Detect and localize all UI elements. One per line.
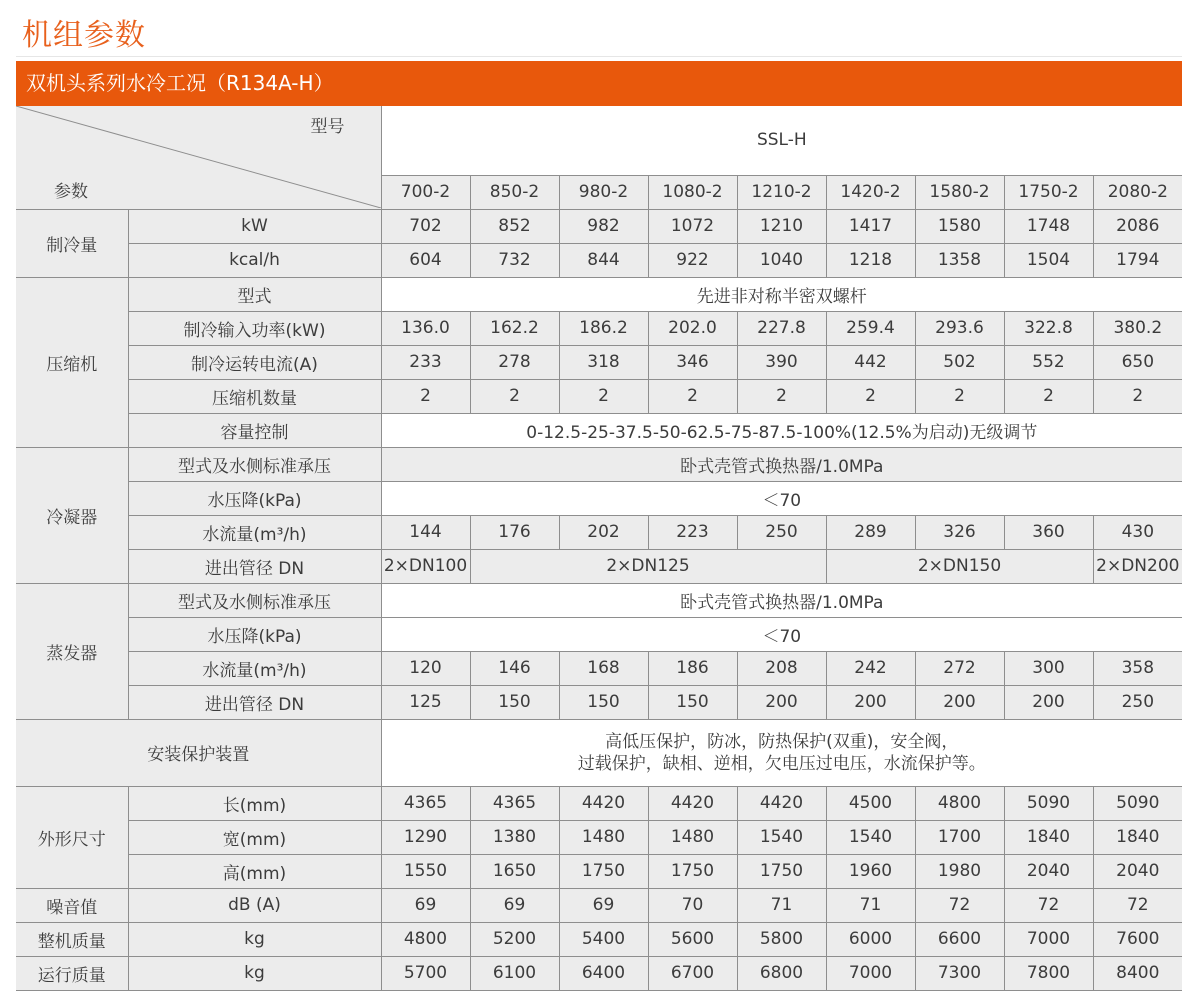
section-compressor: 压缩机 — [16, 277, 128, 447]
section-weight: 整机质量 — [16, 922, 128, 956]
condenser-type-value: 卧式壳管式换热器/1.0MPa — [381, 447, 1182, 481]
height-cell: 1750 — [559, 854, 648, 888]
height-cell: 1550 — [381, 854, 470, 888]
cooling-kcal-cell: 604 — [381, 243, 470, 277]
cooling-kcal-cell: 732 — [470, 243, 559, 277]
power-cell: 162.2 — [470, 311, 559, 345]
width-cell: 1540 — [737, 820, 826, 854]
length-cell: 5090 — [1093, 786, 1182, 820]
section-evaporator: 蒸发器 — [16, 583, 128, 719]
weight-cell: 6600 — [915, 922, 1004, 956]
evaporator-pipe-cell: 200 — [915, 685, 1004, 719]
height-cell: 1650 — [470, 854, 559, 888]
width-cell: 1380 — [470, 820, 559, 854]
noise-cell: 72 — [1004, 888, 1093, 922]
evaporator-flow-cell: 120 — [381, 651, 470, 685]
model-cell: 700-2 — [381, 175, 470, 209]
condenser-flow-cell: 144 — [381, 515, 470, 549]
section-dimensions: 外形尺寸 — [16, 786, 128, 888]
title-divider — [16, 56, 1182, 57]
cooling-kw-cell: 1580 — [915, 209, 1004, 243]
corner-label-model: 型号 — [310, 117, 345, 137]
length-cell: 4420 — [559, 786, 648, 820]
power-cell: 293.6 — [915, 311, 1004, 345]
operating-weight-cell: 5700 — [381, 956, 470, 990]
current-cell: 650 — [1093, 345, 1182, 379]
row-label-evaporator-drop: 水压降(kPa) — [128, 617, 381, 651]
length-cell: 4365 — [381, 786, 470, 820]
current-cell: 278 — [470, 345, 559, 379]
noise-cell: 71 — [737, 888, 826, 922]
cooling-kw-cell: 2086 — [1093, 209, 1182, 243]
height-cell: 1750 — [648, 854, 737, 888]
model-cell: 1080-2 — [648, 175, 737, 209]
row-label-condenser-flow: 水流量(m³/h) — [128, 515, 381, 549]
evaporator-flow-cell: 146 — [470, 651, 559, 685]
power-cell: 259.4 — [826, 311, 915, 345]
operating-weight-cell: 7000 — [826, 956, 915, 990]
condenser-flow-cell: 360 — [1004, 515, 1093, 549]
row-label-current: 制冷运转电流(A) — [128, 345, 381, 379]
width-cell: 1840 — [1004, 820, 1093, 854]
row-label-condenser-drop: 水压降(kPa) — [128, 481, 381, 515]
height-cell: 1980 — [915, 854, 1004, 888]
compressor-count-cell: 2 — [826, 379, 915, 413]
height-cell: 1750 — [737, 854, 826, 888]
width-cell: 1700 — [915, 820, 1004, 854]
operating-weight-cell: 6400 — [559, 956, 648, 990]
cooling-kcal-cell: 922 — [648, 243, 737, 277]
cooling-kcal-cell: 1794 — [1093, 243, 1182, 277]
height-cell: 1960 — [826, 854, 915, 888]
condenser-flow-cell: 430 — [1093, 515, 1182, 549]
evaporator-type-value: 卧式壳管式换热器/1.0MPa — [381, 583, 1182, 617]
condenser-pipe-cell: 2×DN200 — [1093, 549, 1182, 583]
capacity-control-value: 0-12.5-25-37.5-50-62.5-75-87.5-100%(12.5%为启动)无级调节 — [381, 413, 1182, 447]
power-cell: 136.0 — [381, 311, 470, 345]
operating-weight-cell: 6800 — [737, 956, 826, 990]
model-cell: 1210-2 — [737, 175, 826, 209]
weight-cell: 6000 — [826, 922, 915, 956]
current-cell: 552 — [1004, 345, 1093, 379]
length-cell: 4800 — [915, 786, 1004, 820]
height-cell: 2040 — [1004, 854, 1093, 888]
row-label-evaporator-type: 型式及水侧标准承压 — [128, 583, 381, 617]
noise-cell: 70 — [648, 888, 737, 922]
length-cell: 5090 — [1004, 786, 1093, 820]
page-title: 机组参数 — [22, 18, 146, 53]
noise-cell: 69 — [470, 888, 559, 922]
evaporator-pipe-cell: 125 — [381, 685, 470, 719]
compressor-count-cell: 2 — [1004, 379, 1093, 413]
cooling-kw-cell: 1210 — [737, 209, 826, 243]
row-label-compressor-count: 压缩机数量 — [128, 379, 381, 413]
compressor-count-cell: 2 — [1093, 379, 1182, 413]
evaporator-flow-cell: 358 — [1093, 651, 1182, 685]
cooling-kcal-cell: 844 — [559, 243, 648, 277]
cooling-kcal-cell: 1218 — [826, 243, 915, 277]
cooling-kw-cell: 1748 — [1004, 209, 1093, 243]
series-cell: SSL-H — [381, 106, 1182, 175]
weight-cell: 5200 — [470, 922, 559, 956]
noise-cell: 69 — [559, 888, 648, 922]
protection-line-1: 高低压保护，防冰，防热保护(双重)，安全阀， — [605, 731, 959, 752]
power-cell: 186.2 — [559, 311, 648, 345]
power-cell: 202.0 — [648, 311, 737, 345]
row-label-compressor-type: 型式 — [128, 277, 381, 311]
condenser-flow-cell: 289 — [826, 515, 915, 549]
condenser-flow-cell: 202 — [559, 515, 648, 549]
model-cell: 1420-2 — [826, 175, 915, 209]
protection-line-2: 过载保护，缺相、逆相，欠电压过电压，水流保护等。 — [577, 753, 986, 774]
cooling-kw-cell: 982 — [559, 209, 648, 243]
row-label-kw: kW — [128, 209, 381, 243]
power-cell: 227.8 — [737, 311, 826, 345]
section-noise: 噪音值 — [16, 888, 128, 922]
cooling-kcal-cell: 1040 — [737, 243, 826, 277]
operating-weight-cell: 6700 — [648, 956, 737, 990]
row-label-width: 宽(mm) — [128, 820, 381, 854]
evaporator-flow-cell: 272 — [915, 651, 1004, 685]
condenser-flow-cell: 250 — [737, 515, 826, 549]
length-cell: 4500 — [826, 786, 915, 820]
length-cell: 4420 — [648, 786, 737, 820]
condenser-drop-value: ＜70 — [381, 481, 1182, 515]
width-cell: 1290 — [381, 820, 470, 854]
protection-value — [381, 719, 1182, 786]
model-cell: 1580-2 — [915, 175, 1004, 209]
current-cell: 318 — [559, 345, 648, 379]
compressor-type-value: 先进非对称半密双螺杆 — [381, 277, 1182, 311]
model-cell: 2080-2 — [1093, 175, 1182, 209]
evaporator-flow-cell: 168 — [559, 651, 648, 685]
length-cell: 4420 — [737, 786, 826, 820]
spec-table — [16, 106, 1182, 991]
evaporator-pipe-cell: 150 — [559, 685, 648, 719]
compressor-count-cell: 2 — [737, 379, 826, 413]
current-cell: 442 — [826, 345, 915, 379]
compressor-count-cell: 2 — [915, 379, 1004, 413]
model-cell: 1750-2 — [1004, 175, 1093, 209]
evaporator-pipe-cell: 200 — [737, 685, 826, 719]
section-operating-weight: 运行质量 — [16, 956, 128, 990]
power-cell: 322.8 — [1004, 311, 1093, 345]
evaporator-pipe-cell: 200 — [826, 685, 915, 719]
evaporator-flow-cell: 186 — [648, 651, 737, 685]
operating-weight-cell: 6100 — [470, 956, 559, 990]
row-label-capacity-control: 容量控制 — [128, 413, 381, 447]
evaporator-pipe-cell: 250 — [1093, 685, 1182, 719]
noise-cell: 71 — [826, 888, 915, 922]
row-label-condenser-type: 型式及水侧标准承压 — [128, 447, 381, 481]
width-cell: 1480 — [559, 820, 648, 854]
height-cell: 2040 — [1093, 854, 1182, 888]
condenser-flow-cell: 223 — [648, 515, 737, 549]
operating-weight-cell: 8400 — [1093, 956, 1182, 990]
weight-cell: 4800 — [381, 922, 470, 956]
condenser-pipe-cell: 2×DN125 — [470, 549, 826, 583]
model-cell: 980-2 — [559, 175, 648, 209]
compressor-count-cell: 2 — [381, 379, 470, 413]
current-cell: 233 — [381, 345, 470, 379]
current-cell: 346 — [648, 345, 737, 379]
noise-cell: 72 — [1093, 888, 1182, 922]
width-cell: 1840 — [1093, 820, 1182, 854]
condenser-pipe-cell: 2×DN150 — [826, 549, 1093, 583]
cooling-kw-cell: 1072 — [648, 209, 737, 243]
evaporator-flow-cell: 300 — [1004, 651, 1093, 685]
evaporator-pipe-cell: 150 — [648, 685, 737, 719]
cooling-kcal-cell: 1504 — [1004, 243, 1093, 277]
evaporator-flow-cell: 242 — [826, 651, 915, 685]
row-label-protection: 安装保护装置 — [16, 719, 381, 786]
cooling-kw-cell: 702 — [381, 209, 470, 243]
compressor-count-cell: 2 — [648, 379, 737, 413]
row-label-evaporator-pipe: 进出管径 DN — [128, 685, 381, 719]
row-label-power: 制冷输入功率(kW) — [128, 311, 381, 345]
power-cell: 380.2 — [1093, 311, 1182, 345]
table-banner: 双机头系列水冷工况（R134A-H） — [16, 61, 1182, 106]
weight-cell: 7600 — [1093, 922, 1182, 956]
corner-label-param: 参数 — [54, 181, 88, 202]
evaporator-pipe-cell: 150 — [470, 685, 559, 719]
condenser-flow-cell: 326 — [915, 515, 1004, 549]
row-label-operating-weight-unit: kg — [128, 956, 381, 990]
weight-cell: 5400 — [559, 922, 648, 956]
cooling-kw-cell: 1417 — [826, 209, 915, 243]
compressor-count-cell: 2 — [470, 379, 559, 413]
current-cell: 390 — [737, 345, 826, 379]
section-cooling: 制冷量 — [16, 209, 128, 277]
row-label-evaporator-flow: 水流量(m³/h) — [128, 651, 381, 685]
evaporator-pipe-cell: 200 — [1004, 685, 1093, 719]
row-label-kcal: kcal/h — [128, 243, 381, 277]
condenser-flow-cell: 176 — [470, 515, 559, 549]
row-label-weight-unit: kg — [128, 922, 381, 956]
compressor-count-cell: 2 — [559, 379, 648, 413]
weight-cell: 5800 — [737, 922, 826, 956]
current-cell: 502 — [915, 345, 1004, 379]
width-cell: 1480 — [648, 820, 737, 854]
weight-cell: 5600 — [648, 922, 737, 956]
evaporator-flow-cell: 208 — [737, 651, 826, 685]
width-cell: 1540 — [826, 820, 915, 854]
condenser-pipe-cell: 2×DN100 — [381, 549, 470, 583]
noise-cell: 69 — [381, 888, 470, 922]
weight-cell: 7000 — [1004, 922, 1093, 956]
noise-cell: 72 — [915, 888, 1004, 922]
row-label-length: 长(mm) — [128, 786, 381, 820]
evaporator-drop-value: ＜70 — [381, 617, 1182, 651]
row-label-noise-unit: dB (A) — [128, 888, 381, 922]
cooling-kw-cell: 852 — [470, 209, 559, 243]
corner-header-cell — [16, 106, 381, 209]
length-cell: 4365 — [470, 786, 559, 820]
operating-weight-cell: 7800 — [1004, 956, 1093, 990]
row-label-height: 高(mm) — [128, 854, 381, 888]
model-cell: 850-2 — [470, 175, 559, 209]
cooling-kcal-cell: 1358 — [915, 243, 1004, 277]
section-condenser: 冷凝器 — [16, 447, 128, 583]
operating-weight-cell: 7300 — [915, 956, 1004, 990]
row-label-condenser-pipe: 进出管径 DN — [128, 549, 381, 583]
